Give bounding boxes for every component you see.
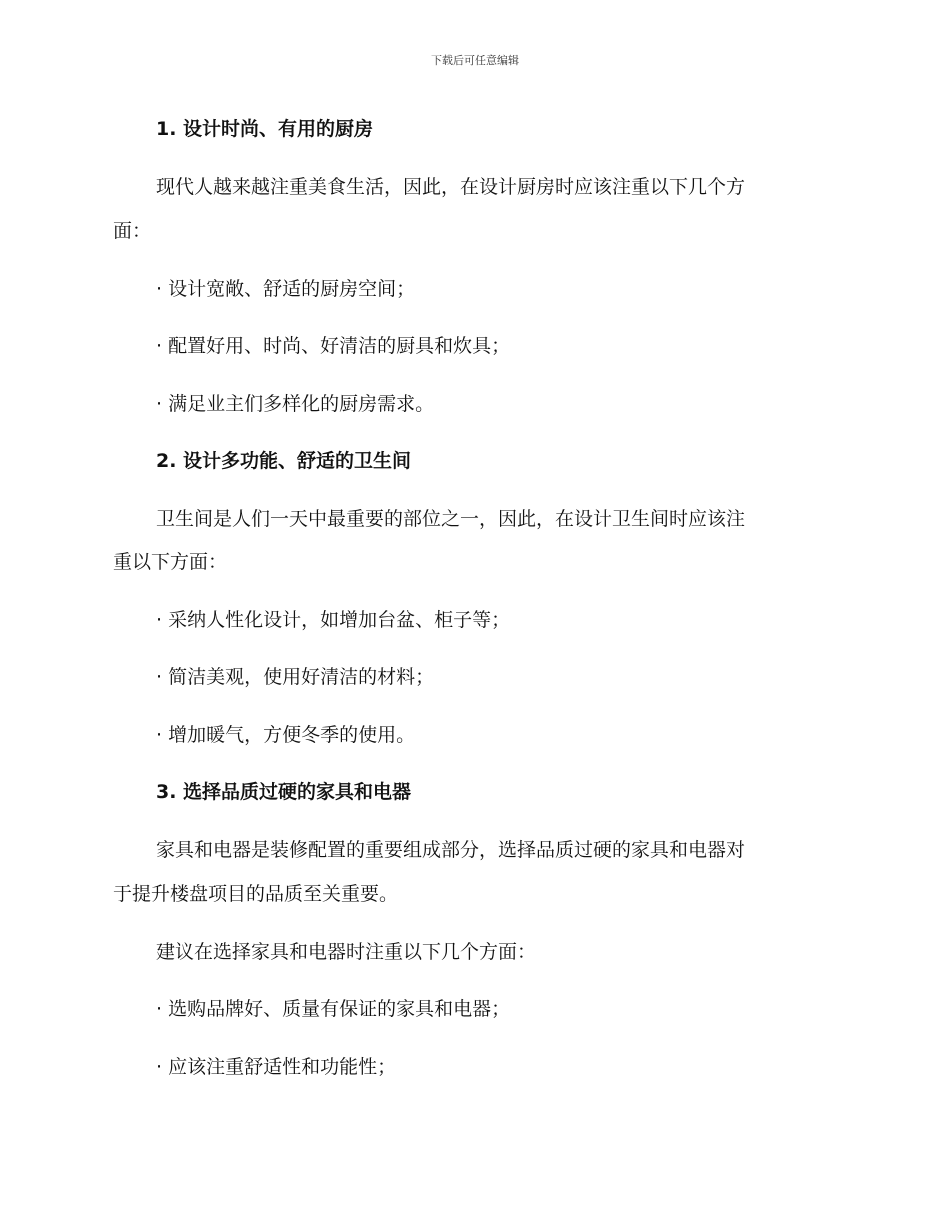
section-3-bullet-1: · 选购品牌好、质量有保证的家具和电器； (156, 998, 511, 1020)
section-2-paragraph-line-1: 卫生间是人们一天中最重要的部位之一，因此，在设计卫生间时应该注 (156, 508, 746, 530)
section-2-bullet-3: · 增加暖气，方便冬季的使用。 (156, 724, 416, 746)
section-2-bullet-1: · 采纳人性化设计，如增加台盆、柜子等； (156, 609, 511, 631)
section-1-bullet-1: · 设计宽敞、舒适的厨房空间； (156, 278, 416, 300)
section-1-heading: 1. 设计时尚、有用的厨房 (156, 118, 374, 140)
section-3-paragraph-2: 建议在选择家具和电器时注重以下几个方面： (156, 941, 537, 963)
section-1-bullet-2: · 配置好用、时尚、好清洁的厨具和炊具； (156, 335, 511, 357)
section-1-paragraph-line-2: 面： (113, 220, 152, 242)
section-3-bullet-2: · 应该注重舒适性和功能性； (156, 1056, 397, 1078)
section-2-bullet-2: · 简洁美观，使用好清洁的材料； (156, 666, 435, 688)
section-3-paragraph-line-1: 家具和电器是装修配置的重要组成部分，选择品质过硬的家具和电器对 (156, 839, 746, 861)
section-2-heading: 2. 设计多功能、舒适的卫生间 (156, 450, 412, 472)
section-1-paragraph-line-1: 现代人越来越注重美食生活，因此，在设计厨房时应该注重以下几个方 (156, 176, 746, 198)
section-3-heading: 3. 选择品质过硬的家具和电器 (156, 781, 412, 803)
section-2-paragraph-line-2: 重以下方面： (113, 551, 228, 573)
section-1-bullet-3: · 满足业主们多样化的厨房需求。 (156, 393, 435, 415)
section-3-paragraph-line-2: 于提升楼盘项目的品质至关重要。 (113, 883, 399, 905)
page-header: 下载后可任意编辑 (431, 54, 519, 67)
